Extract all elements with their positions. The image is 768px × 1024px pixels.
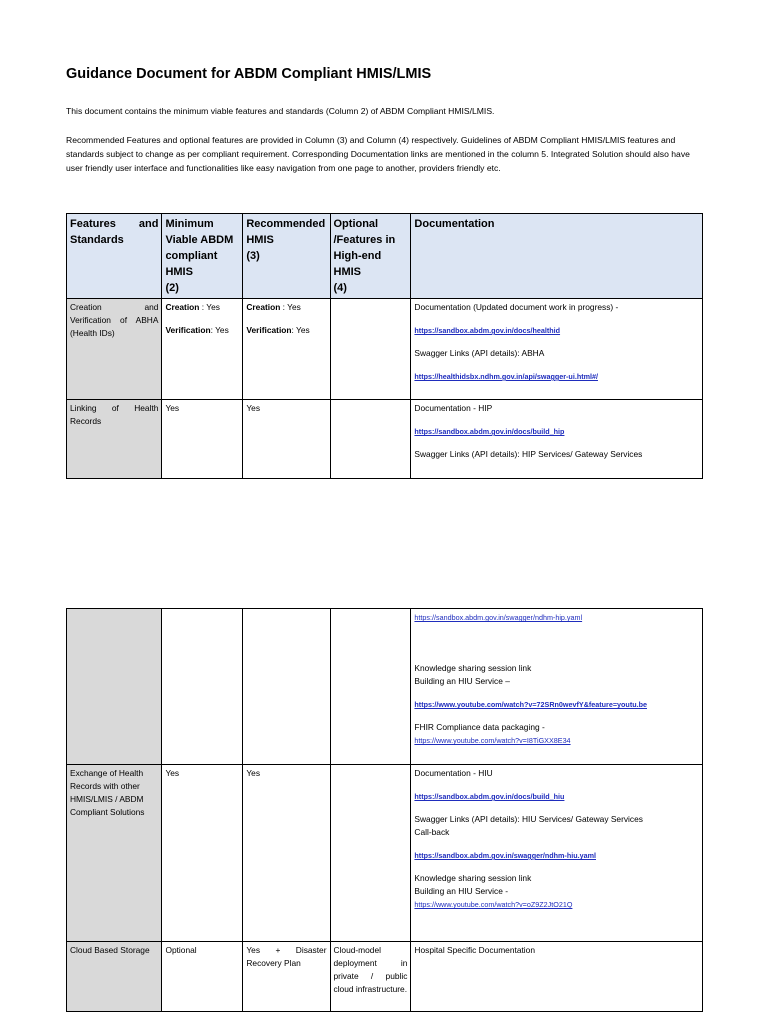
optional-continued bbox=[330, 609, 411, 765]
header-minimum-line-2: Viable ABDM bbox=[165, 234, 234, 246]
header-recommended-line-1: Recommended bbox=[246, 218, 326, 230]
exchange-swagger-text: Swagger Links (API details): HIU Services/ Gateway Services bbox=[414, 814, 643, 824]
feature-linking: Linking of Health Records bbox=[67, 400, 162, 479]
header-minimum-line-4: HMIS bbox=[165, 266, 193, 278]
header-optional-line-2: /Features in bbox=[333, 234, 396, 246]
hip-swagger-link[interactable]: https://sandbox.abdm.gov.in/swagger/ndhm-hip.yaml bbox=[414, 613, 583, 622]
fhir-link[interactable]: https://www.youtube.com/watch?v=I8TiGXX8E34 bbox=[414, 736, 571, 745]
documentation-continued bbox=[411, 609, 703, 765]
features-table-continued bbox=[66, 608, 703, 1012]
minimum-abha bbox=[162, 299, 243, 400]
feature-cloud: Cloud Based Storage bbox=[67, 942, 162, 1012]
features-table bbox=[66, 213, 703, 479]
documentation-abha bbox=[411, 299, 703, 400]
abha-swagger-link[interactable]: https://healthidsbx.ndhm.gov.in/api/swagger-ui.html#/ bbox=[414, 372, 598, 381]
linking-doc-text: Documentation - HIP bbox=[414, 403, 493, 413]
header-recommended-line-2: HMIS bbox=[246, 234, 274, 246]
abha-doc-text: Documentation (Updated document work in progress) - bbox=[414, 302, 619, 312]
documentation-exchange bbox=[411, 765, 703, 942]
minimum-exchange: Yes bbox=[162, 765, 243, 942]
fhir-text: FHIR Compliance data packaging - bbox=[414, 722, 545, 732]
exchange-swagger-text-2: Call-back bbox=[414, 827, 450, 837]
exchange-swagger-link[interactable]: https://sandbox.abdm.gov.in/swagger/ndhm-hiu.yaml bbox=[414, 851, 596, 860]
table-header-row bbox=[67, 214, 703, 299]
header-minimum-line-5: (2) bbox=[165, 282, 179, 294]
exchange-ks-text-2: Building an HIU Service - bbox=[414, 886, 508, 896]
abha-doc-link[interactable]: https://sandbox.abdm.gov.in/docs/healthid bbox=[414, 326, 561, 335]
linking-doc-link[interactable]: https://sandbox.abdm.gov.in/docs/build_hip bbox=[414, 427, 565, 436]
header-minimum-line-3: compliant bbox=[165, 250, 218, 262]
optional-cloud: Cloud-model deployment in private / public cloud infrastructure. bbox=[330, 942, 411, 1012]
recommended-exchange: Yes bbox=[243, 765, 330, 942]
documentation-linking bbox=[411, 400, 703, 479]
header-optional-line-5: (4) bbox=[333, 282, 347, 294]
feature-exchange: Exchange of Health Records with other HMIS/LMIS / ABDM Compliant Solutions bbox=[67, 765, 162, 942]
min-creation-value: : Yes bbox=[199, 302, 220, 312]
header-optional-line-1: Optional bbox=[333, 218, 379, 230]
description-paragraph: Recommended Features and optional features are provided in Column (3) and Column (4) respectively. Guidelines of ABDM Compliant HMIS/LMIS features and standards subject to change as per compliant requirement. Corresponding Documentation links are mentioned in the column 5. Integrated Solution should also have user friendly user interface and functionalities like easy navigation from one page to another, providers friendly etc. bbox=[66, 135, 690, 173]
exchange-ks-link[interactable]: https://www.youtube.com/watch?v=oZ9Z2JtO21Q bbox=[414, 900, 573, 909]
header-optional-line-3: High-end bbox=[333, 250, 382, 262]
header-optional-line-4: HMIS bbox=[333, 266, 361, 278]
table-row-linking bbox=[67, 400, 703, 479]
min-creation-label: Creation bbox=[165, 302, 200, 312]
header-minimum bbox=[162, 214, 243, 299]
exchange-doc-link[interactable]: https://sandbox.abdm.gov.in/docs/build_hiu bbox=[414, 792, 565, 801]
recommended-continued bbox=[243, 609, 330, 765]
header-documentation-text: Documentation bbox=[414, 218, 495, 230]
header-features-text: Features and Standards bbox=[70, 218, 159, 246]
continued-ks-text-2: Building an HIU Service – bbox=[414, 676, 510, 686]
header-optional bbox=[330, 214, 411, 299]
documentation-cloud: Hospital Specific Documentation bbox=[411, 942, 703, 1012]
minimum-continued bbox=[162, 609, 243, 765]
table-row-exchange bbox=[67, 765, 703, 942]
header-minimum-line-1: Minimum bbox=[165, 218, 214, 230]
continued-ks-text: Knowledge sharing session link bbox=[414, 663, 532, 673]
table-row-cloud bbox=[67, 942, 703, 1012]
recommended-linking: Yes bbox=[243, 400, 330, 479]
document-title: Guidance Document for ABDM Compliant HMIS/LMIS bbox=[66, 66, 432, 82]
recommended-abha bbox=[243, 299, 330, 400]
minimum-linking: Yes bbox=[162, 400, 243, 479]
intro-paragraph: This document contains the minimum viable features and standards (Column 2) of ABDM Compliant HMIS/LMIS. bbox=[66, 106, 495, 116]
feature-continued bbox=[67, 609, 162, 765]
recommended-cloud: Yes + Disaster Recovery Plan bbox=[243, 942, 330, 1012]
exchange-doc-text: Documentation - HIU bbox=[414, 768, 493, 778]
minimum-cloud: Optional bbox=[162, 942, 243, 1012]
header-documentation bbox=[411, 214, 703, 299]
header-recommended bbox=[243, 214, 330, 299]
exchange-ks-text: Knowledge sharing session link bbox=[414, 873, 532, 883]
continued-ks-link[interactable]: https://www.youtube.com/watch?v=72SRn0wevfY&feature=youtu.be bbox=[414, 700, 647, 709]
table-row-continued bbox=[67, 609, 703, 765]
abha-swagger-text: Swagger Links (API details): ABHA bbox=[414, 348, 545, 358]
rec-creation-value: : Yes bbox=[280, 302, 301, 312]
optional-linking bbox=[330, 400, 411, 479]
linking-swagger-text: Swagger Links (API details): HIP Services/ Gateway Services bbox=[414, 449, 643, 459]
min-verification-label: Verification bbox=[165, 325, 211, 335]
header-features bbox=[67, 214, 162, 299]
header-recommended-line-3: (3) bbox=[246, 250, 260, 262]
rec-creation-label: Creation bbox=[246, 302, 281, 312]
rec-verification-label: Verification bbox=[246, 325, 292, 335]
table-row-abha bbox=[67, 299, 703, 400]
feature-abha: Creation and Verification of ABHA (Health IDs) bbox=[67, 299, 162, 400]
optional-abha bbox=[330, 299, 411, 400]
optional-exchange bbox=[330, 765, 411, 942]
rec-verification-value: : Yes bbox=[291, 325, 310, 335]
min-verification-value: : Yes bbox=[210, 325, 229, 335]
